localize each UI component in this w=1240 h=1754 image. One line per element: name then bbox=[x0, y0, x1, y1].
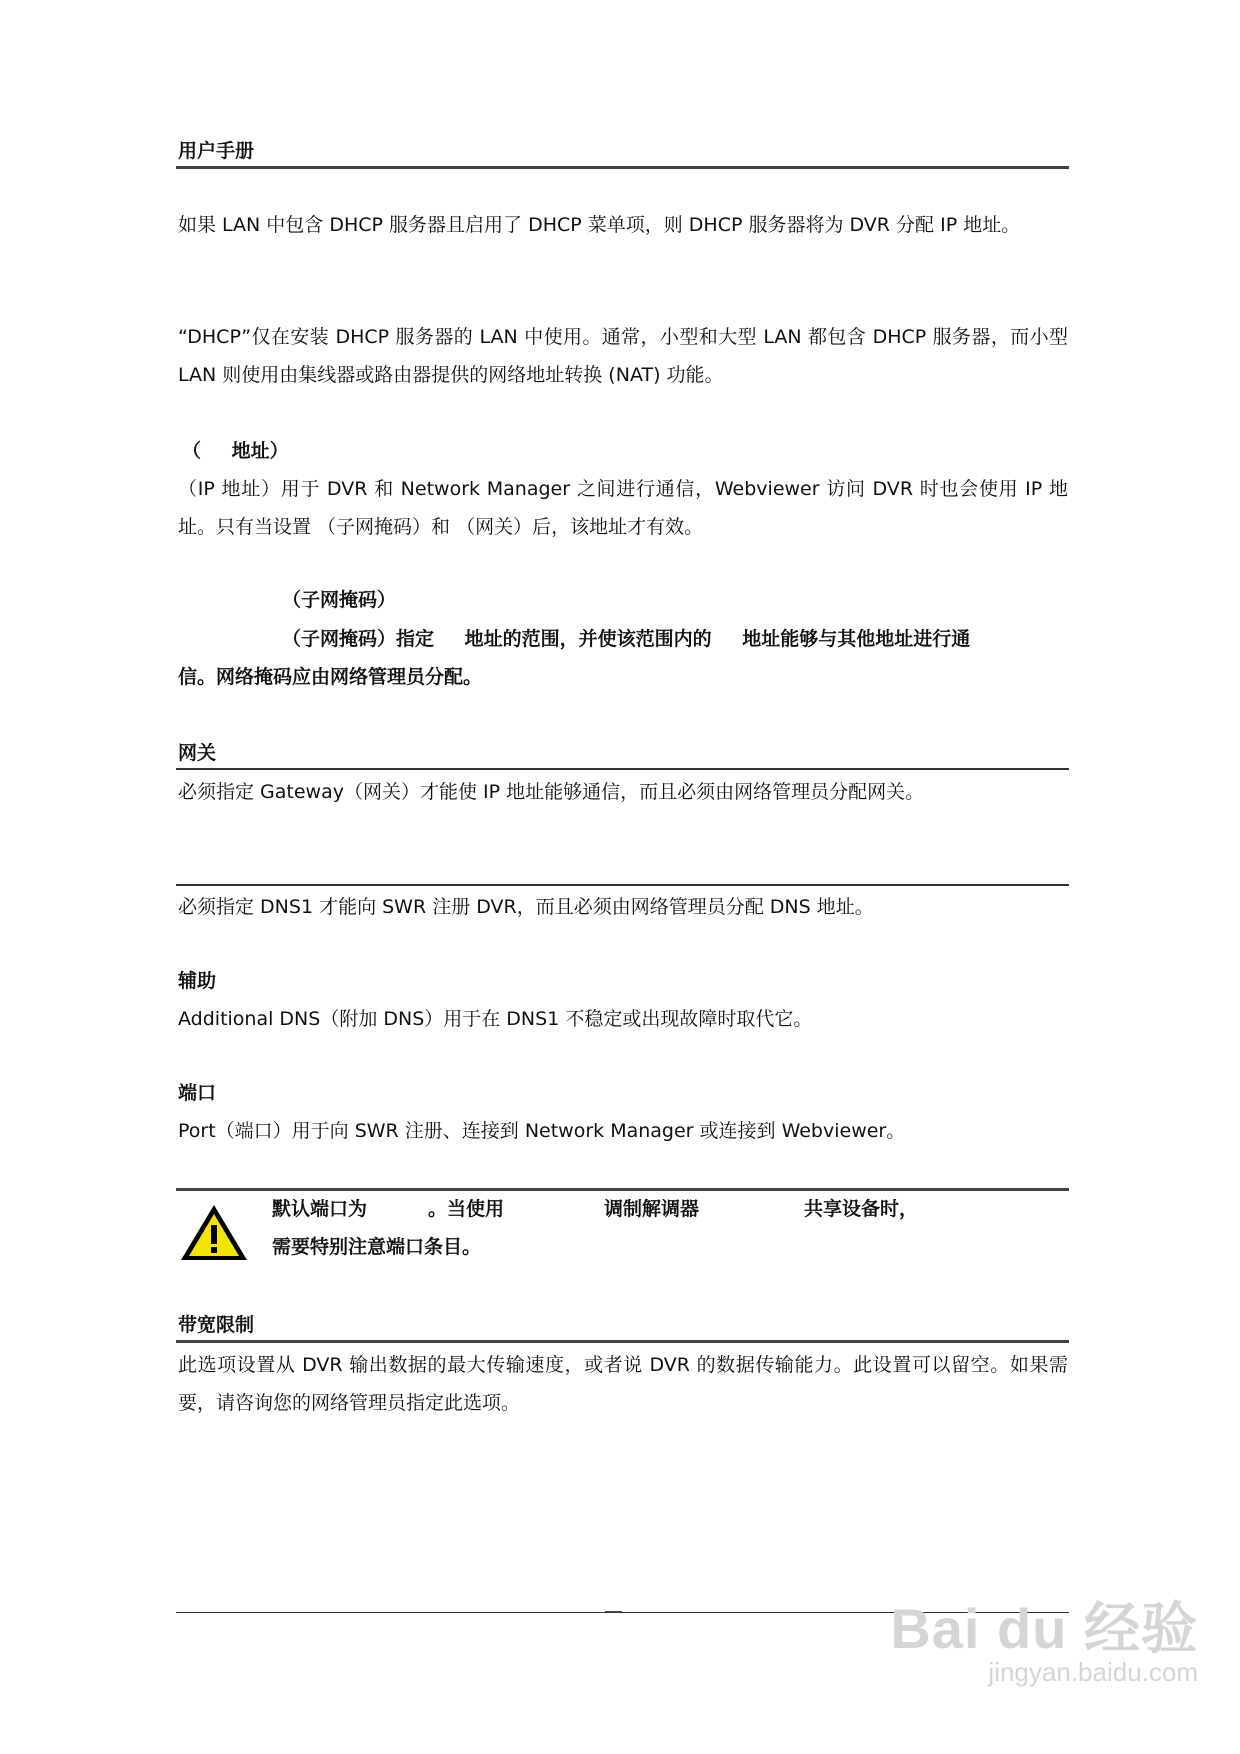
warning-line1-part-b: 。当使用 bbox=[428, 1198, 505, 1220]
footer-mark: — bbox=[604, 1600, 623, 1622]
watermark-url: jingyan.baidu.com bbox=[988, 1657, 1198, 1687]
dhcp-paragraph-2: “DHCP”仅在安装 DHCP 服务器的 LAN 中使用。通常，小型和大型 LAN 都包含 DHCP 服务器，而小型 LAN 则使用由集线器或路由器提供的网络地址转换 (NAT) 功能。 bbox=[178, 326, 1068, 386]
dns-body: 必须指定 DNS1 才能向 SWR 注册 DVR，而且必须由网络管理员分配 DNS 地址。 bbox=[178, 896, 874, 918]
bandwidth-rule bbox=[176, 1340, 1069, 1343]
bandwidth-body: 此选项设置从 DVR 输出数据的最大传输速度，或者说 DVR 的数据传输能力。此设置可以留空。如果需要，请咨询您的网络管理员指定此选项。 bbox=[178, 1354, 1068, 1414]
port-heading: 端口 bbox=[178, 1082, 217, 1104]
dns-rule bbox=[176, 884, 1069, 886]
warning-line1-part-c: 调制解调器 bbox=[604, 1198, 700, 1220]
watermark-logo: Bai du 经验 bbox=[890, 1597, 1198, 1660]
warning-line1-part-a: 默认端口为 bbox=[272, 1198, 368, 1220]
aux-body: Additional DNS（附加 DNS）用于在 DNS1 不稳定或出现故障时取代它。 bbox=[178, 1008, 813, 1030]
baidu-watermark bbox=[890, 1585, 1198, 1688]
page-header-title: 用户手册 bbox=[178, 140, 255, 162]
bandwidth-heading: 带宽限制 bbox=[178, 1314, 255, 1336]
warning-triangle-icon bbox=[178, 1202, 250, 1264]
ip-heading: （ 地址） bbox=[182, 440, 289, 462]
gateway-rule bbox=[176, 768, 1069, 770]
gateway-heading: 网关 bbox=[178, 742, 217, 764]
warning-line2: 需要特别注意端口条目。 bbox=[272, 1236, 482, 1258]
subnet-body-line1: （子网掩码）指定 地址的范围，并使该范围内的 地址能够与其他地址进行通 bbox=[282, 628, 971, 650]
aux-heading: 辅助 bbox=[178, 970, 217, 992]
warning-line1-part-d: 共享设备时， bbox=[804, 1198, 919, 1220]
dhcp-paragraph-1: 如果 LAN 中包含 DHCP 服务器且启用了 DHCP 菜单项，则 DHCP 服务器将为 DVR 分配 IP 地址。 bbox=[178, 214, 1021, 236]
subnet-heading: （子网掩码） bbox=[282, 589, 397, 611]
ip-body: （IP 地址）用于 DVR 和 Network Manager 之间进行通信，Webviewer 访问 DVR 时也会使用 IP 地址。只有当设置 （子网掩码）和 （网关）后，该地址才有效。 bbox=[178, 478, 1068, 538]
warning-rule bbox=[176, 1188, 1069, 1191]
gateway-body: 必须指定 Gateway（网关）才能使 IP 地址能够通信，而且必须由网络管理员分配网关。 bbox=[178, 781, 925, 803]
port-body: Port（端口）用于向 SWR 注册、连接到 Network Manager 或连接到 Webviewer。 bbox=[178, 1120, 906, 1142]
header-rule bbox=[176, 166, 1069, 169]
subnet-body-line2: 信。网络掩码应由网络管理员分配。 bbox=[178, 666, 483, 688]
